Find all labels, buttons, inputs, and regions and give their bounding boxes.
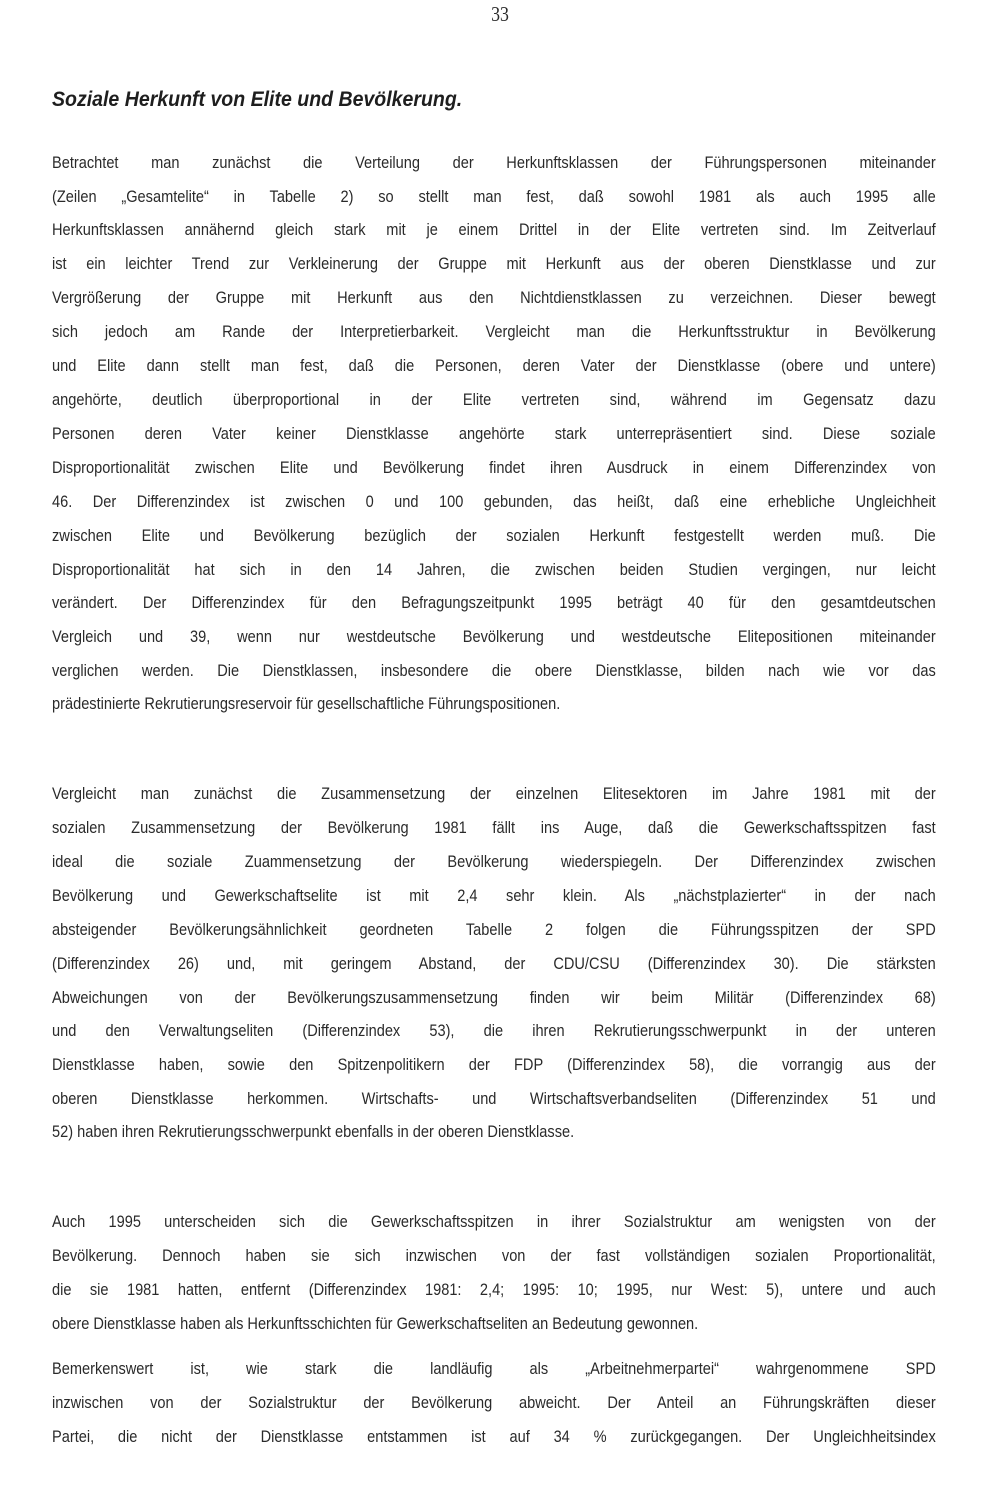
text-line: ist ein leichter Trend zur Verkleinerung der Gruppe mit Herkunft aus der oberen Dienstklasse und zur	[52, 254, 936, 273]
text-line: Bevölkerung. Dennoch haben sie sich inzwischen von der fast vollständigen sozialen Proportionalität,	[52, 1246, 936, 1265]
text-line: Auch 1995 unterscheiden sich die Gewerkschaftsspitzen in ihrer Sozialstruktur am wenigsten von der	[52, 1212, 936, 1231]
text-line: Betrachtet man zunächst die Verteilung der Herkunftsklassen der Führungspersonen miteinander	[52, 153, 936, 172]
text-line: Abweichungen von der Bevölkerungszusammensetzung finden wir beim Militär (Differenzindex 68)	[52, 988, 936, 1007]
text-line: Vergleich und 39, wenn nur westdeutsche Bevölkerung und westdeutsche Elitepositionen miteinander	[52, 627, 936, 646]
text-line: oberen Dienstklasse herkommen. Wirtschafts- und Wirtschaftsverbandseliten (Differenzindex 51 und	[52, 1089, 936, 1108]
text-line: (Differenzindex 26) und, mit geringem Abstand, der CDU/CSU (Differenzindex 30). Die stärksten	[52, 954, 936, 973]
text-line: verändert. Der Differenzindex für den Befragungszeitpunkt 1995 beträgt 40 für den gesamtdeutschen	[52, 593, 936, 612]
text-line: verglichen werden. Die Dienstklassen, insbesondere die obere Dienstklasse, bilden nach wie vor das	[52, 661, 936, 680]
text-line: Personen deren Vater keiner Dienstklasse angehörte stark unterrepräsentiert sind. Diese soziale	[52, 424, 936, 443]
text-line: Partei, die nicht der Dienstklasse entstammen ist auf 34 % zurückgegangen. Der Ungleichheitsindex	[52, 1427, 936, 1446]
text-line: sozialen Zusammensetzung der Bevölkerung 1981 fällt ins Auge, daß die Gewerkschaftsspitzen fast	[52, 818, 936, 837]
text-line: 52) haben ihren Rekrutierungsschwerpunkt ebenfalls in der oberen Dienstklasse.	[52, 1122, 575, 1141]
text-line: prädestinierte Rekrutierungsreservoir für gesellschaftliche Führungspositionen.	[52, 694, 561, 713]
text-line: Disproportionalität hat sich in den 14 Jahren, die zwischen beiden Studien vergingen, nur leicht	[52, 560, 936, 579]
text-line: Dienstklasse haben, sowie den Spitzenpolitikern der FDP (Differenzindex 58), die vorrangig aus der	[52, 1055, 936, 1074]
text-line: absteigender Bevölkerungsähnlichkeit geordneten Tabelle 2 folgen die Führungsspitzen der SPD	[52, 920, 936, 939]
section-heading: Soziale Herkunft von Elite und Bevölkerung.	[52, 88, 463, 111]
text-line: Disproportionalität zwischen Elite und Bevölkerung findet ihren Ausdruck in einem Differenzindex von	[52, 458, 936, 477]
text-line: Herkunftsklassen annähernd gleich stark mit je einem Drittel in der Elite vertreten sind. Im Zeitverlauf	[52, 220, 936, 239]
text-line: Vergleicht man zunächst die Zusammensetzung der einzelnen Elitesektoren im Jahre 1981 mit der	[52, 784, 936, 803]
text-line: Bemerkenswert ist, wie stark die landläufig als „Arbeitnehmerpartei“ wahrgenommene SPD	[52, 1359, 936, 1378]
text-line: zwischen Elite und Bevölkerung bezüglich der sozialen Herkunft festgestellt werden muß. Die	[52, 526, 936, 545]
text-line: angehörte, deutlich überproportional in der Elite vertreten sind, während im Gegensatz dazu	[52, 390, 936, 409]
text-line: inzwischen von der Sozialstruktur der Bevölkerung abweicht. Der Anteil an Führungskräften dieser	[52, 1393, 936, 1412]
text-line: sich jedoch am Rande der Interpretierbarkeit. Vergleicht man die Herkunftsstruktur in Bevölkerung	[52, 322, 936, 341]
text-line: und den Verwaltungseliten (Differenzindex 53), die ihren Rekrutierungsschwerpunkt in der unteren	[52, 1021, 936, 1040]
text-line: die sie 1981 hatten, entfernt (Differenzindex 1981: 2,4; 1995: 10; 1995, nur West: 5), untere und auch	[52, 1280, 936, 1299]
text-line: Bevölkerung und Gewerkschaftselite ist mit 2,4 sehr klein. Als „nächstplazierter“ in der nach	[52, 886, 936, 905]
text-line: 46. Der Differenzindex ist zwischen 0 und 100 gebunden, das heißt, daß eine erhebliche Ungleichheit	[52, 492, 936, 511]
text-line: und Elite dann stellt man fest, daß die Personen, deren Vater der Dienstklasse (obere und untere)	[52, 356, 936, 375]
page-number: 33	[491, 2, 509, 26]
text-line: Vergrößerung der Gruppe mit Herkunft aus den Nichtdienstklassen zu verzeichnen. Dieser bewegt	[52, 288, 936, 307]
text-line: obere Dienstklasse haben als Herkunftsschichten für Gewerkschaftseliten an Bedeutung gewonnen.	[52, 1314, 699, 1333]
text-line: ideal die soziale Zuammensetzung der Bevölkerung wiederspiegeln. Der Differenzindex zwischen	[52, 852, 936, 871]
text-line: (Zeilen „Gesamtelite“ in Tabelle 2) so stellt man fest, daß sowohl 1981 als auch 1995 alle	[52, 187, 936, 206]
